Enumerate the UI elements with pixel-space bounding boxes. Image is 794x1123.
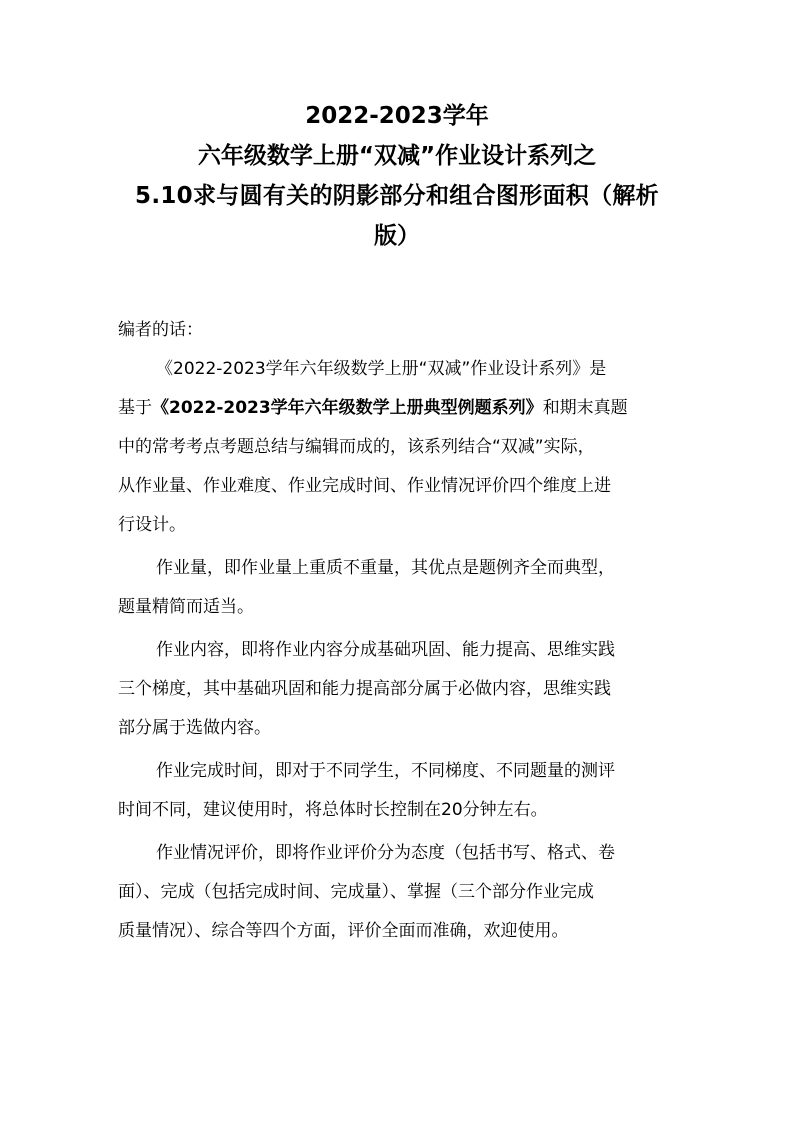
paragraph-line: 作业完成时间，即对于不同学生，不同梯度、不同题量的测评	[156, 761, 615, 781]
paragraph-line: 从作业量、作业难度、作业完成时间、作业情况评价四个维度上进	[118, 476, 611, 496]
title-line-series: 六年级数学上册“双减”作业设计系列之	[197, 143, 597, 169]
preface-section	[118, 311, 666, 951]
text-run: 基于	[118, 398, 152, 418]
preface-heading: 编者的话：	[118, 320, 203, 340]
paragraph-line: 质量情况）、综合等四个方面，评价全面而准确，欢迎使用。	[118, 921, 569, 941]
preface-paragraph-1	[118, 350, 666, 545]
paragraph-line: 三个梯度，其中基础巩固和能力提高部分属于必做内容，思维实践	[118, 679, 611, 699]
paragraph-line: 作业内容，即将作业内容分成基础巩固、能力提高、思维实践	[156, 640, 615, 660]
paragraph-line: 题量精简而适当。	[118, 597, 254, 617]
text-run: 和期末真题	[542, 398, 628, 418]
preface-paragraph-3	[118, 631, 666, 748]
paragraph-line: 时间不同，建议使用时，将总体时长控制在20分钟左右。	[118, 800, 548, 820]
paragraph-line	[118, 389, 666, 428]
bold-series-title: 《2022-2023学年六年级数学上册典型例题系列》	[152, 398, 543, 418]
preface-paragraph-4	[118, 752, 666, 830]
document-title	[100, 96, 694, 256]
paragraph-line: 行设计。	[118, 515, 186, 535]
title-line-topic: 5.10求与圆有关的阴影部分和组合图形面积（解析	[135, 183, 659, 209]
preface-paragraph-2	[118, 549, 666, 627]
paragraph-line: 作业量，即作业量上重质不重量，其优点是题例齐全而典型，	[156, 558, 615, 578]
paragraph-line: 部分属于选做内容。	[118, 718, 271, 738]
paragraph-line: 《2022-2023学年六年级数学上册“双减”作业设计系列》是	[156, 359, 607, 379]
title-line-edition: 版）	[374, 223, 420, 249]
paragraph-line: 面）、完成（包括完成时间、完成量）、掌握（三个部分作业完成	[118, 882, 594, 902]
title-line-year: 2022-2023学年	[305, 103, 489, 129]
preface-paragraph-5	[118, 834, 666, 951]
paragraph-line: 中的常考考点考题总结与编辑而成的，该系列结合“双减”实际，	[118, 437, 595, 457]
paragraph-line: 作业情况评价，即将作业评价分为态度（包括书写、格式、卷	[156, 843, 615, 863]
